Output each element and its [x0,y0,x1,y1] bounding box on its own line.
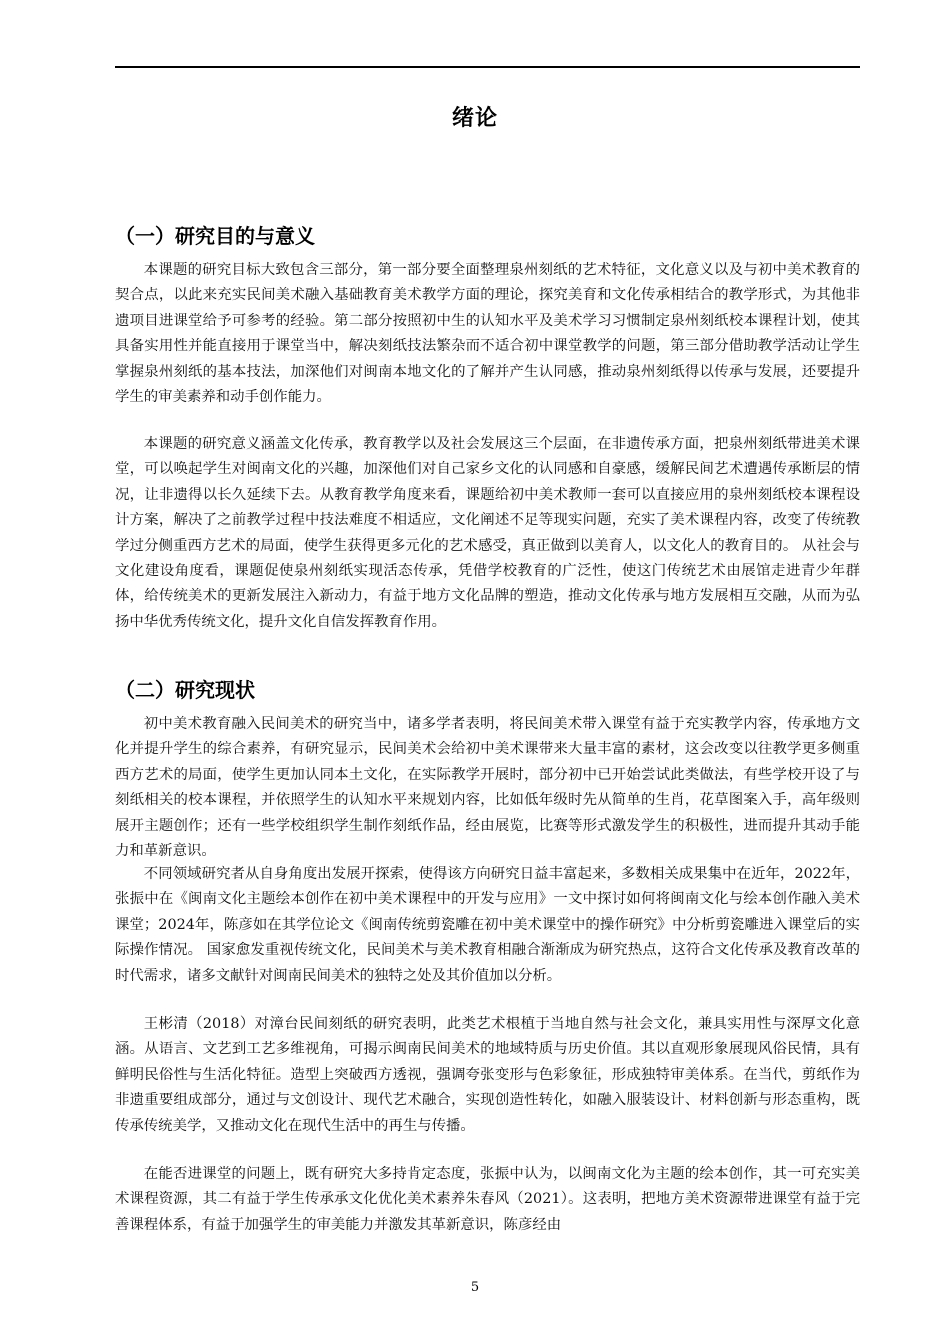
paragraph: 本课题的研究意义涵盖文化传承，教育教学以及社会发展这三个层面，在非遗传承方面，把泉州刻纸带进美术课堂，可以唤起学生对闽南文化的兴趣，加深他们对自己家乡文化的认同感和自豪感，缓解民间艺术遭遇传承断层的情况，让非遗得以长久延续下去。从教育教学角度来看，课题给初中美术教师一套可以直接应用的泉州刻纸校本课程设计方案，解决了之前教学过程中技法难度不相适应，文化阐述不足等现实问题，充实了美术课程内容，改变了传统教学过分侧重西方艺术的局面，使学生获得更多元化的艺术感受，真正做到以美育人，以文化人的教育目的。 从社会与文化建设角度看，课题促使泉州刻纸实现活态传承，凭借学校教育的广泛性，使这门传统艺术由展馆走进青少年群体，给传统美术的更新发展注入新动力，有益于地方文化品牌的塑造，推动文化传承与地方发展相互交融，从而为弘扬中华优秀传统文化，提升文化自信发挥教育作用。 [115,436,860,630]
chapter-title: 绪论 [451,106,498,131]
header-rule [115,66,860,68]
section-heading-purpose: （一）研究目的与意义 [115,224,315,248]
paragraph: 王彬清（2018）对漳台民间刻纸的研究表明，此类艺术根植于当地自然与社会文化，兼具实用性与深厚文化意涵。从语言、文艺到工艺多维视角，可揭示闽南民间美术的地域特质与历史价值。其以直观形象展现风俗民情，具有鲜明民俗性与生活化特征。造型上突破西方透视，强调夸张变形与色彩象征，形成独特审美体系。在当代，剪纸作为非遗重要组成部分，通过与文创设计、现代艺术融合，实现创造性转化，如融入服装设计、材料创新与形态重构，既传承传统美学，又推动文化在现代生活中的再生与传播。 [115,1016,860,1134]
paragraph: 在能否进课堂的问题上，既有研究大多持肯定态度，张振中认为，以闽南文化为主题的绘本创作，其一可充实美术课程资源，其二有益于学生传承承文化优化美术素养朱春风（2021）。这表明，把地方美术资源带进课堂有益于完善课程体系，有益于加强学生的审美能力并激发其革新意识，陈彦经由 [115,1166,860,1233]
section-heading-status: （二）研究现状 [115,678,255,702]
paragraph: 初中美术教育融入民间美术的研究当中，诸多学者表明，将民间美术带入课堂有益于充实教学内容，传承地方文化并提升学生的综合素养，有研究显示，民间美术会给初中美术课带来大量丰富的素材，这会改变以往教学更多侧重西方艺术的局面，使学生更加认同本土文化，在实际教学开展时，部分初中已开始尝试此类做法，有些学校开设了与刻纸相关的校本课程，并依照学生的认知水平来规划内容，比如低年级时先从简单的生肖，花草图案入手，高年级则展开主题创作；还有一些学校组织学生制作刻纸作品，经由展览，比赛等形式激发学生的积极性，进而提升其动手能力和革新意识。 [115,716,860,860]
paragraph: 本课题的研究目标大致包含三部分，第一部分要全面整理泉州刻纸的艺术特征，文化意义以及与初中美术教育的契合点，以此来充实民间美术融入基础教育美术教学方面的理论，探究美育和文化传承相结合的教学形式，为其他非遗项目进课堂给予可参考的经验。第二部分按照初中生的认知水平及美术学习习惯制定泉州刻纸校本课程计划，使其具备实用性并能直接用于课堂当中，解决刻纸技法繁杂而不适合初中课堂教学的问题，第三部分借助教学活动让学生掌握泉州刻纸的基本技法，加深他们对闽南本地文化的了解并产生认同感，推动泉州刻纸得以传承与发展，还要提升学生的审美素养和动手创作能力。 [115,262,860,406]
page-number: 5 [470,1280,480,1295]
paragraph: 不同领域研究者从自身角度出发展开探索，使得该方向研究日益丰富起来，多数相关成果集中在近年，2022年，张振中在《闽南文化主题绘本创作在初中美术课程中的开发与应用》一文中探讨如何将闽南文化与绘本创作融入美术课堂；2024年，陈彦如在其学位论文《闽南传统剪瓷雕在初中美术课堂中的操作研究》中分析剪瓷雕进入课堂后的实际操作情况。 国家愈发重视传统文化，民间美术与美术教育相融合渐渐成为研究热点，这符合文化传承及教育改革的时代需求，诸多文献针对闽南民间美术的独特之处及其价值加以分析。 [115,866,860,984]
